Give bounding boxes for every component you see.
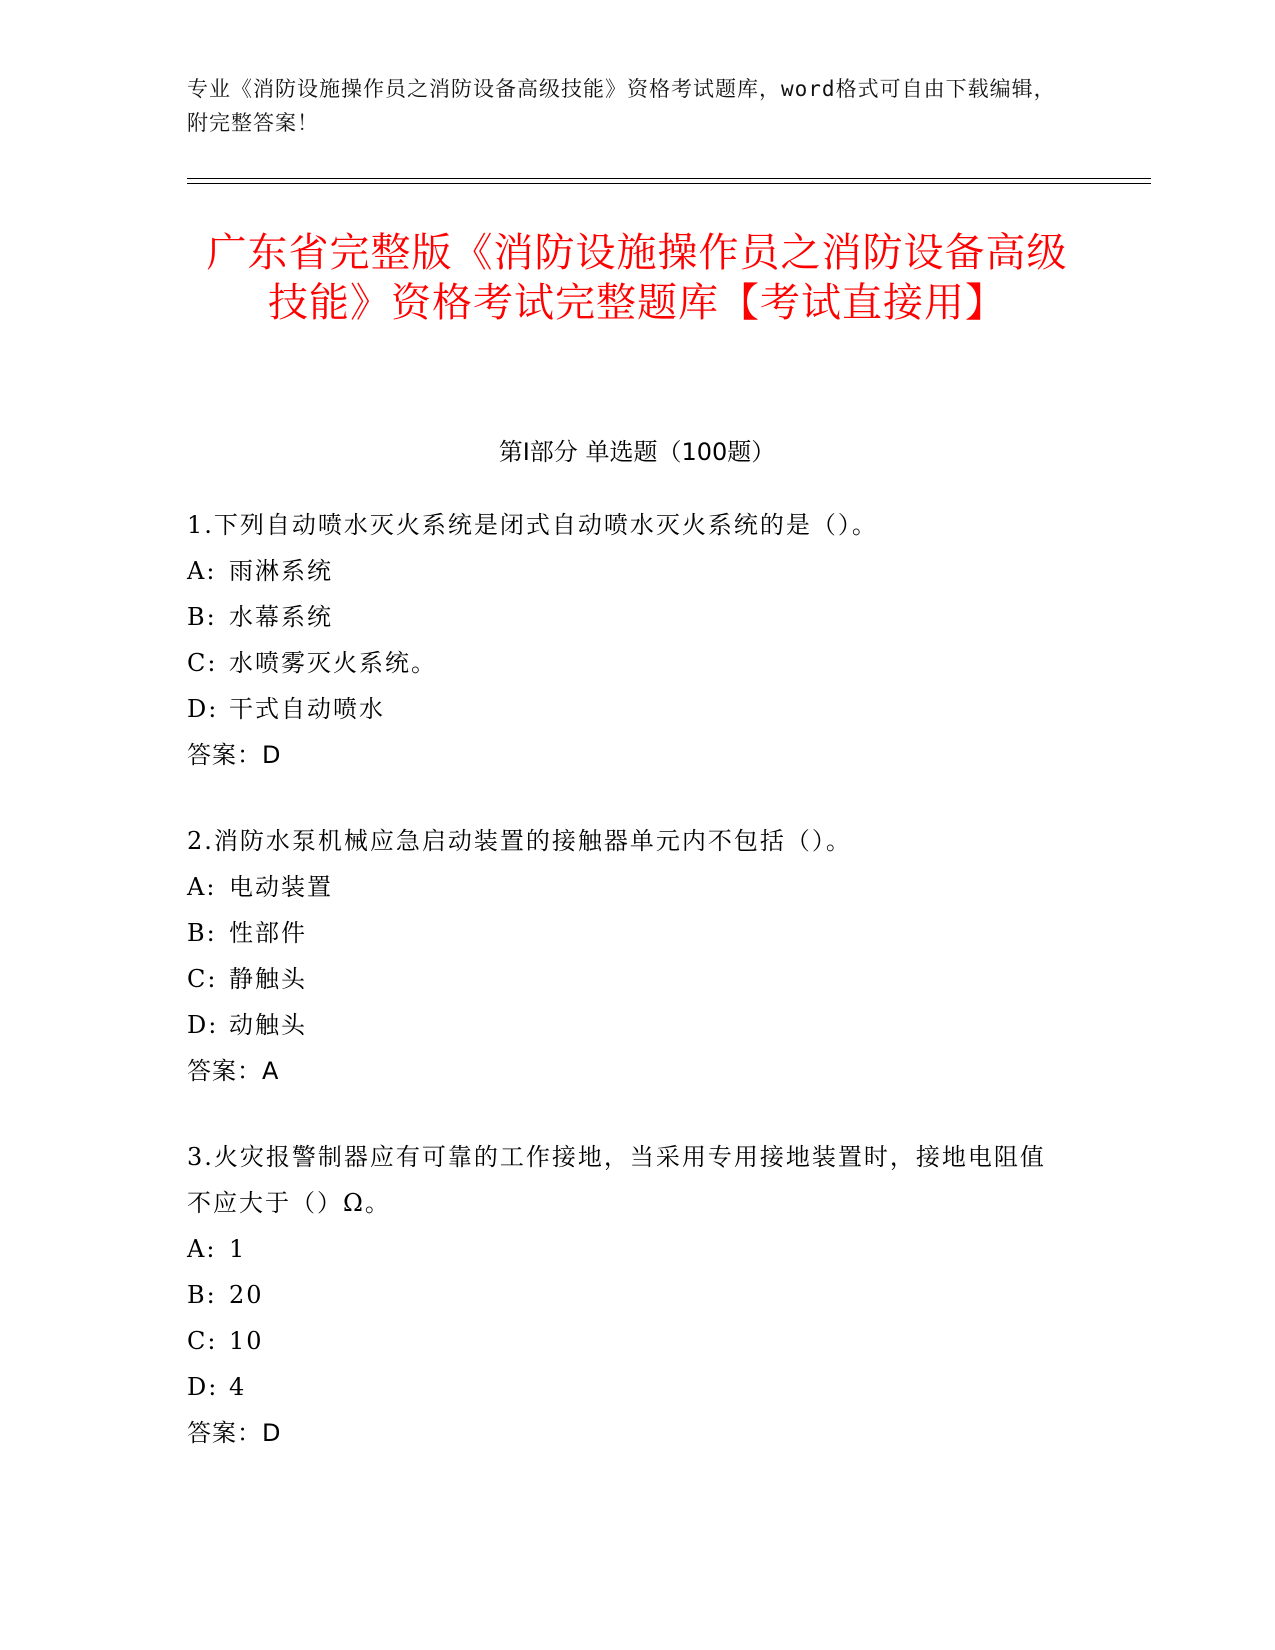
section-heading: 第I部分 单选题（100题）	[498, 438, 776, 466]
header-note: 专业《消防设施操作员之消防设备高级技能》资格考试题库，word格式可自由下载编辑，附完整答案！	[187, 77, 1056, 135]
option-d	[187, 1002, 1067, 1048]
option-b	[187, 594, 1067, 640]
option-text: 雨淋系统	[229, 557, 333, 585]
option-b	[187, 910, 1067, 956]
question-stem: 1.下列自动喷水灭火系统是闭式自动喷水灭火系统的是（）。	[187, 511, 878, 539]
header-divider-top	[187, 178, 1151, 179]
option-letter: C:	[187, 1327, 218, 1355]
question-2	[187, 818, 1067, 1094]
option-text: 10	[229, 1327, 264, 1355]
option-letter: B:	[187, 1281, 217, 1309]
header-divider-bottom	[187, 183, 1151, 184]
answer: 答案：A	[187, 1057, 280, 1085]
option-text: 电动装置	[229, 873, 333, 901]
option-letter: B:	[187, 603, 217, 631]
option-text: 4	[229, 1373, 247, 1401]
option-letter: C:	[187, 649, 218, 677]
document-title: 广东省完整版《消防设施操作员之消防设备高级技能》资格考试完整题库【考试直接用】	[206, 230, 1068, 326]
answer: 答案：D	[187, 741, 282, 769]
option-letter: B:	[187, 919, 217, 947]
option-letter: C:	[187, 965, 218, 993]
option-text: 20	[229, 1281, 264, 1309]
option-a	[187, 1226, 1067, 1272]
question-1	[187, 502, 1067, 778]
option-text: 干式自动喷水	[229, 695, 385, 723]
option-b	[187, 1272, 1067, 1318]
option-d	[187, 1364, 1067, 1410]
option-c	[187, 640, 1067, 686]
option-text: 水喷雾灭火系统。	[229, 649, 437, 677]
option-c	[187, 1318, 1067, 1364]
option-c	[187, 956, 1067, 1002]
option-text: 性部件	[229, 919, 307, 947]
option-text: 动触头	[229, 1011, 307, 1039]
option-letter: A:	[187, 1235, 217, 1263]
option-text: 静触头	[229, 965, 307, 993]
option-letter: A:	[187, 873, 217, 901]
option-d	[187, 686, 1067, 732]
question-stem: 2.消防水泵机械应急启动装置的接触器单元内不包括（）。	[187, 827, 852, 855]
option-text: 水幕系统	[229, 603, 333, 631]
answer: 答案：D	[187, 1419, 282, 1447]
question-stem: 3.火灾报警制器应有可靠的工作接地，当采用专用接地装置时，接地电阻值不应大于（）Ω。	[187, 1143, 1046, 1217]
option-a	[187, 548, 1067, 594]
option-letter: D:	[187, 695, 219, 723]
question-3	[187, 1134, 1067, 1456]
option-letter: A:	[187, 557, 217, 585]
option-text: 1	[229, 1235, 247, 1263]
option-letter: D:	[187, 1011, 219, 1039]
option-a	[187, 864, 1067, 910]
option-letter: D:	[187, 1373, 219, 1401]
